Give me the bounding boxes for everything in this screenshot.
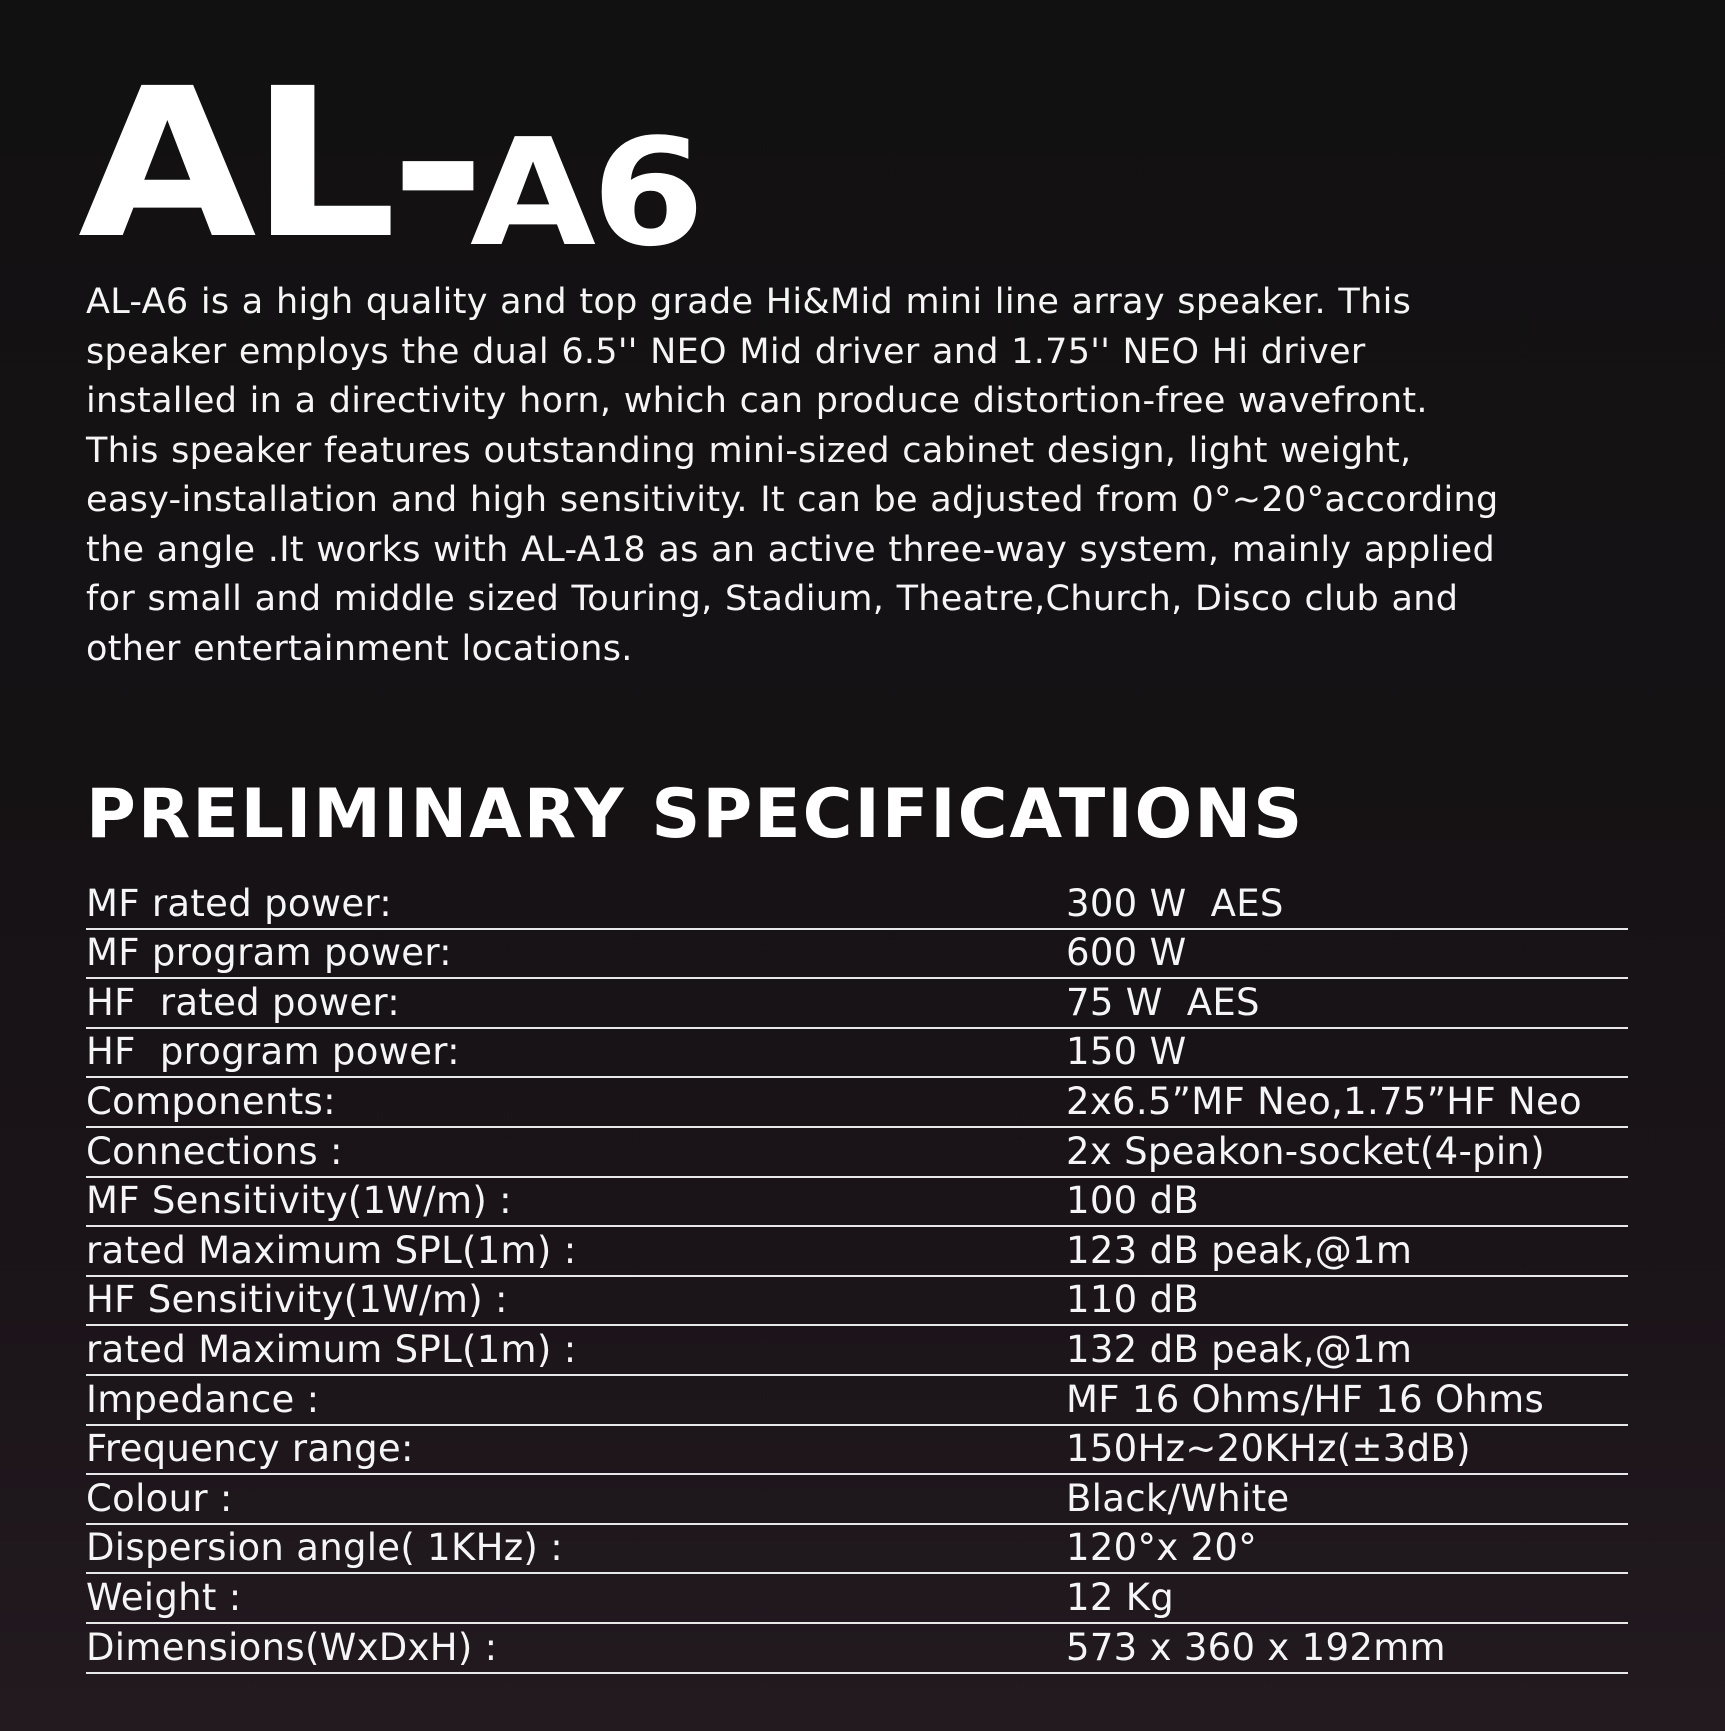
spec-label: HF program power: [86,1030,460,1074]
spec-value: 120°x 20° [1066,1526,1258,1570]
specifications-heading: PRELIMINARY SPECIFICATIONS [86,775,1305,854]
spec-value: MF 16 Ohms/HF 16 Ohms [1066,1377,1545,1421]
spec-label: HF Sensitivity(1W/m) : [86,1278,508,1322]
spec-label: Frequency range: [86,1427,414,1471]
product-title-model: A6 [470,107,701,280]
description-line: for small and middle sized Touring, Stadium, Theatre,Church, Disco club and [86,579,1459,619]
spec-row-hf-rated-power [86,979,1628,1029]
spec-value: 2x Speakon-socket(4-pin) [1066,1129,1545,1173]
spec-row-hf-sensitivity [86,1277,1628,1327]
description-line: easy-installation and high sensitivity. It can be adjusted from 0°~20°according [86,480,1499,520]
spec-value: 300 W AES [1066,881,1284,925]
description-line: the angle .It works with AL-A18 as an active three-way system, mainly applied [86,529,1496,570]
spec-row-components [86,1078,1628,1128]
spec-value: 132 dB peak,@1m [1066,1327,1413,1371]
spec-value: 600 W [1066,931,1187,975]
spec-value: 150 W [1066,1030,1187,1074]
spec-label: Dimensions(WxDxH) : [86,1625,498,1669]
spec-row-hf-program-power [86,1029,1628,1079]
description-line: installed in a directivity horn, which can produce distortion-free wavefront. [86,381,1428,421]
spec-value: 150Hz~20KHz(±3dB) [1066,1427,1471,1471]
spec-value: 110 dB [1066,1278,1200,1322]
spec-label: Components: [86,1079,336,1123]
spec-value: 2x6.5”MF Neo,1.75”HF Neo [1066,1079,1582,1123]
spec-value: 75 W AES [1066,980,1260,1024]
specifications-table [86,880,1628,1674]
spec-row-dispersion-angle [86,1525,1628,1575]
spec-row-colour [86,1475,1628,1525]
spec-row-mf-rated-power [86,880,1628,930]
spec-label: MF Sensitivity(1W/m) : [86,1179,512,1223]
spec-label: Dispersion angle( 1KHz) : [86,1526,563,1570]
spec-row-weight [86,1574,1628,1624]
spec-row-mf-sensitivity [86,1178,1628,1228]
spec-label: Impedance : [86,1377,320,1421]
description-line: AL-A6 is a high quality and top grade Hi&Mid mini line array speaker. This [86,282,1412,322]
spec-row-dimensions [86,1624,1628,1674]
description-line: speaker employs the dual 6.5'' NEO Mid driver and 1.75'' NEO Hi driver [86,331,1366,372]
spec-value: 123 dB peak,@1m [1066,1228,1413,1272]
spec-label: HF rated power: [86,980,401,1024]
description-line: other entertainment locations. [86,628,633,669]
spec-label: rated Maximum SPL(1m) : [86,1327,577,1371]
description-line: This speaker features outstanding mini-sized cabinet design, light weight, [86,430,1412,471]
spec-value: 100 dB [1066,1179,1200,1223]
spec-label: MF program power: [86,931,452,975]
spec-value: 573 x 360 x 192mm [1066,1625,1446,1669]
spec-label: Connections : [86,1129,343,1173]
product-description [86,278,1646,674]
spec-label: Weight : [86,1575,242,1619]
spec-row-frequency-range [86,1426,1628,1476]
spec-row-hf-max-spl [86,1326,1628,1376]
spec-label: MF rated power: [86,881,393,925]
spec-row-impedance [86,1376,1628,1426]
spec-row-connections [86,1128,1628,1178]
spec-row-mf-program-power [86,930,1628,980]
spec-label: Colour : [86,1476,233,1520]
product-title-main: AL- [78,44,480,285]
spec-row-mf-max-spl [86,1227,1628,1277]
spec-value: 12 Kg [1066,1575,1175,1619]
product-title [78,44,701,285]
spec-label: rated Maximum SPL(1m) : [86,1228,577,1272]
spec-value: Black/White [1066,1476,1290,1520]
